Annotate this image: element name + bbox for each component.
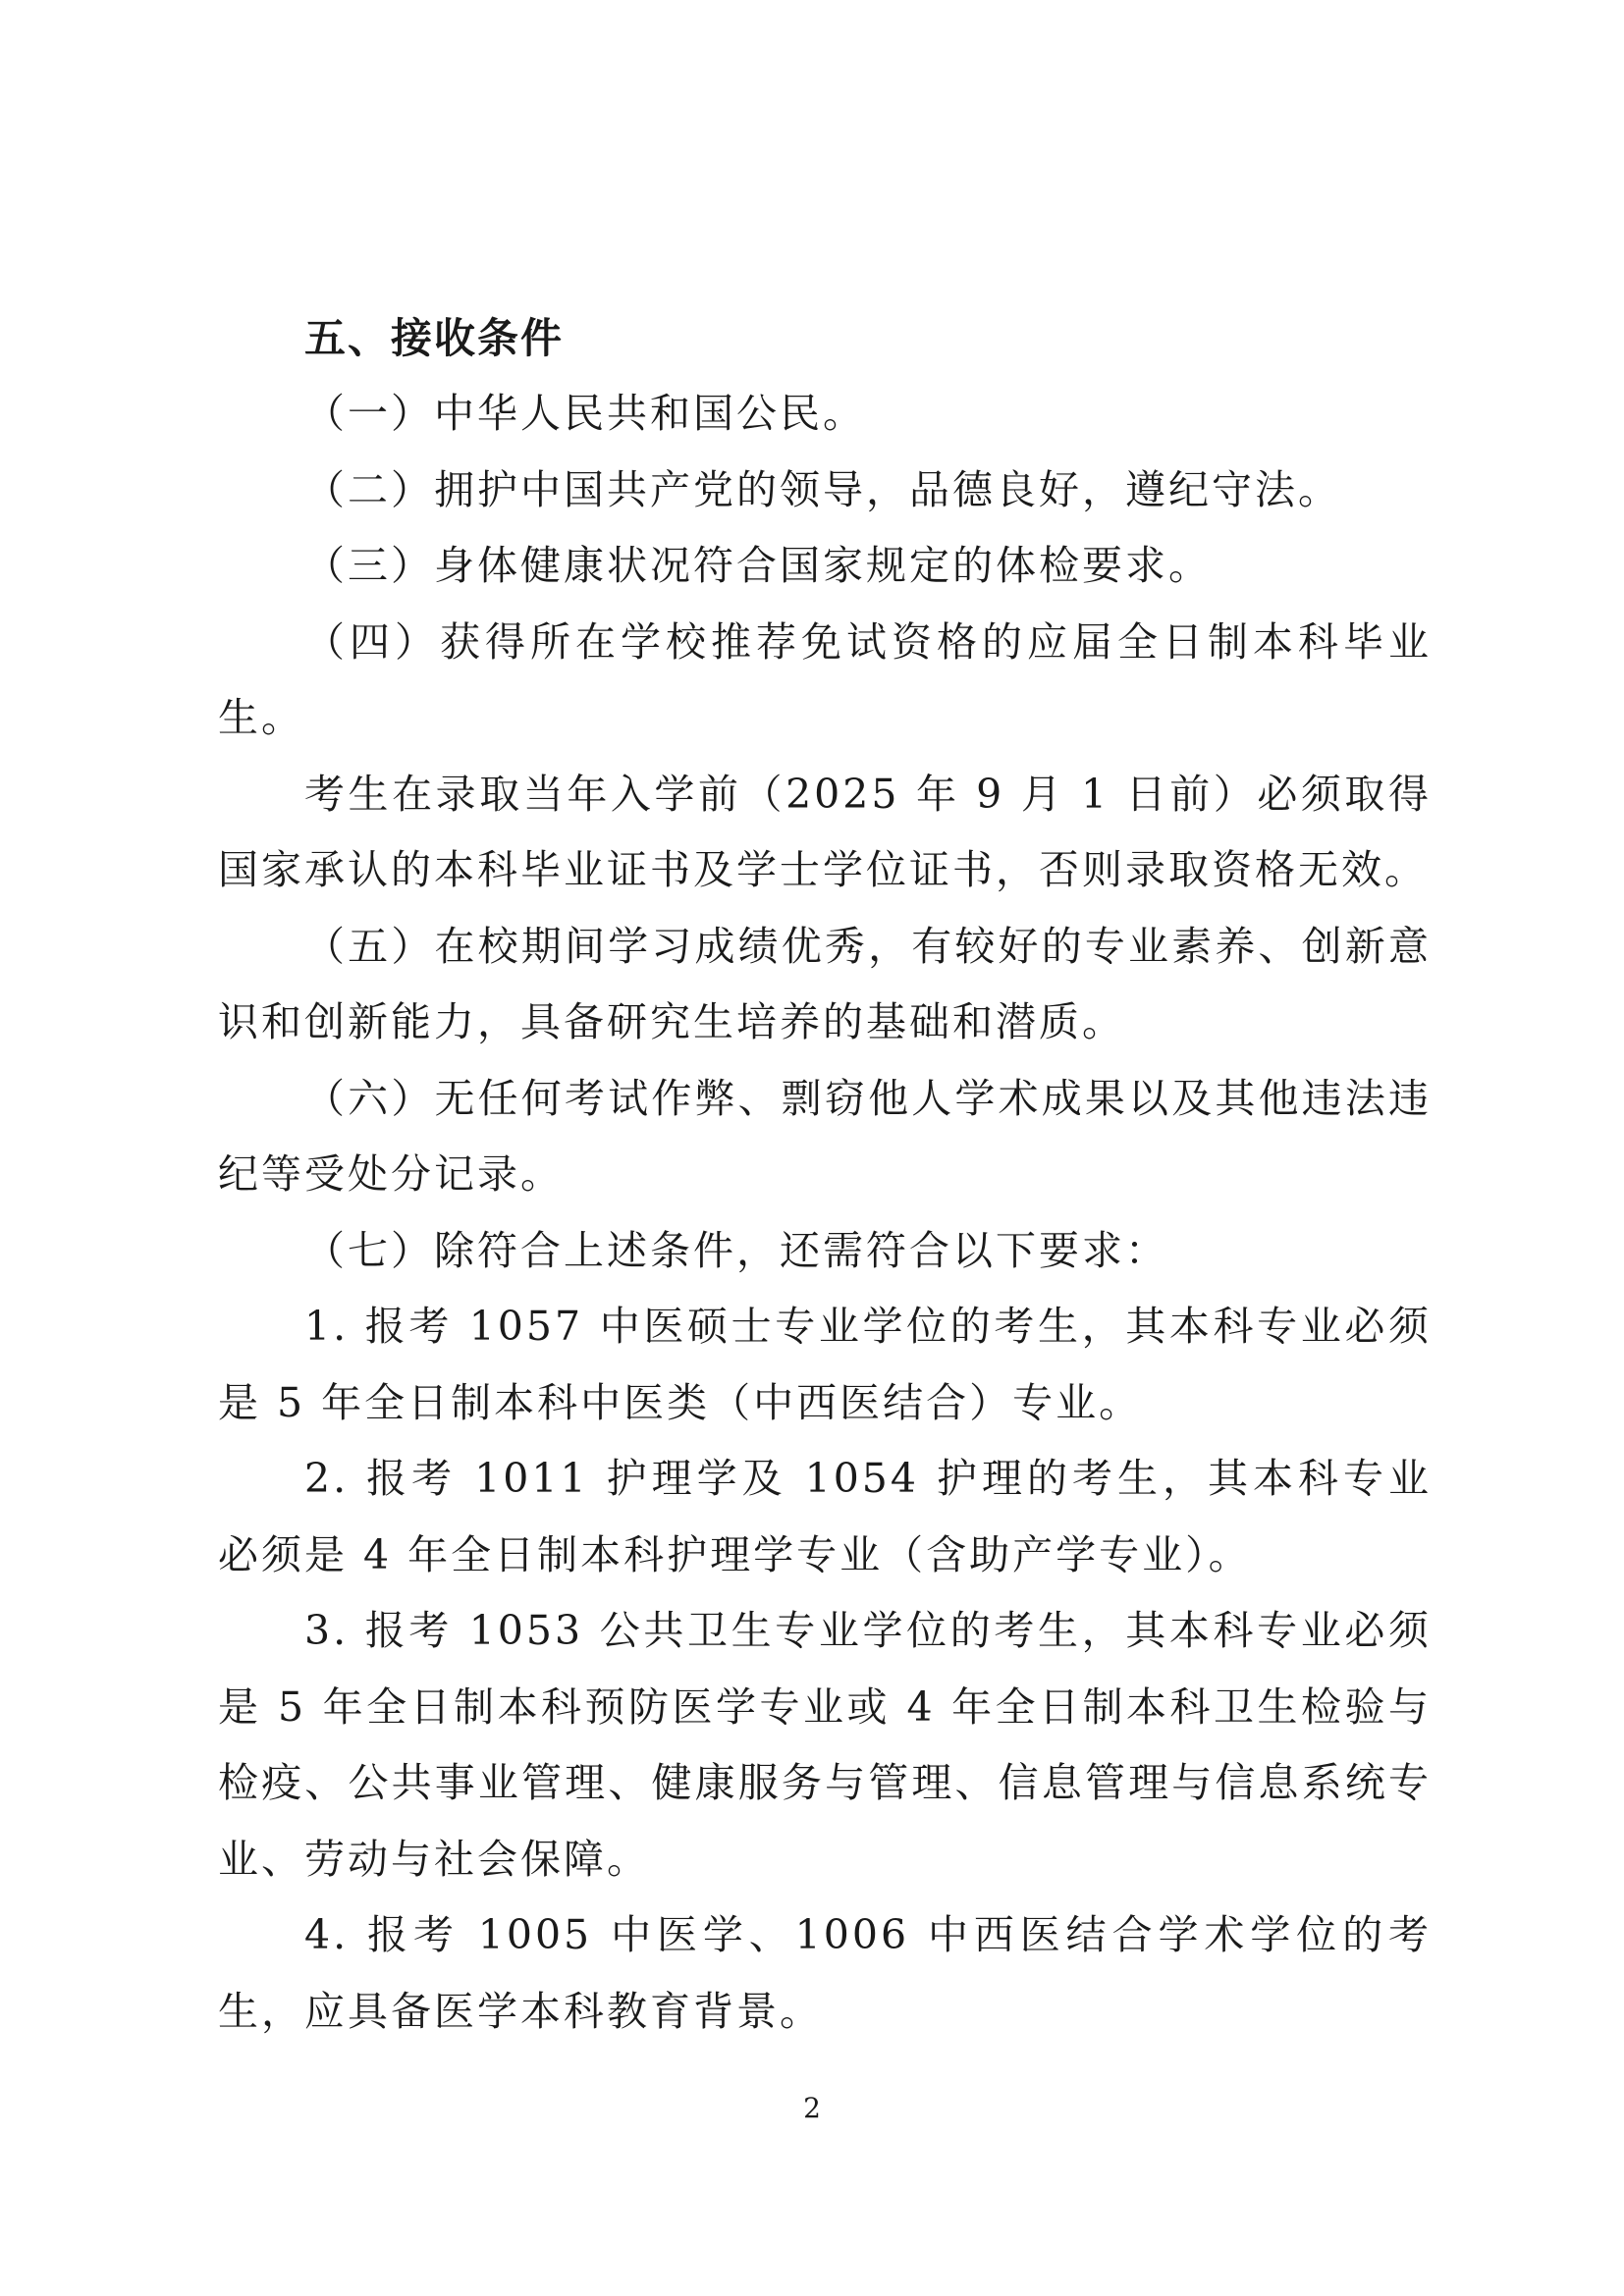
page-number: 2 [803, 2092, 821, 2124]
paragraph-requirement-3: 3. 报考 1053 公共卫生专业学位的考生，其本科专业必须是 5 年全日制本科预防医学专业或 4 年全日制本科卫生检验与检疫、公共事业管理、健康服务与管理、信息管理与信息系统专业、劳动与社会保障。 [218, 1607, 1432, 1883]
paragraph-requirement-2: 2. 报考 1011 护理学及 1054 护理的考生，其本科专业必须是 4 年全日制本科护理学专业（含助产学专业）。 [218, 1455, 1432, 1578]
document-body [218, 300, 1432, 2050]
paragraph-requirement-4: 4. 报考 1005 中医学、1006 中西医结合学术学位的考生，应具备医学本科教育背景。 [218, 1911, 1432, 2035]
paragraph-condition-2: （二）拥护中国共产党的领导，品德良好，遵纪守法。 [304, 465, 1341, 513]
paragraph-condition-7: （七）除符合上述条件，还需符合以下要求： [304, 1226, 1168, 1274]
paragraph-requirement-1: 1. 报考 1057 中医硕士专业学位的考生，其本科专业必须是 5 年全日制本科中医类（中西医结合）专业。 [218, 1303, 1432, 1426]
paragraph-condition-4: （四）获得所在学校推荐免试资格的应届全日制本科毕业生。 [218, 617, 1432, 741]
paragraph-condition-1: （一）中华人民共和国公民。 [304, 390, 866, 437]
paragraph-condition-3: （三）身体健康状况符合国家规定的体检要求。 [304, 542, 1212, 589]
section-heading: 五、接收条件 [304, 314, 565, 362]
paragraph-condition-5: （五）在校期间学习成绩优秀，有较好的专业素养、创新意识和创新能力，具备研究生培养的基础和潜质。 [218, 922, 1432, 1045]
paragraph-degree-note: 考生在录取当年入学前（2025 年 9 月 1 日前）必须取得国家承认的本科毕业证书及学士学位证书，否则录取资格无效。 [218, 770, 1432, 893]
paragraph-condition-6: （六）无任何考试作弊、剽窃他人学术成果以及其他违法违纪等受处分记录。 [218, 1074, 1432, 1198]
